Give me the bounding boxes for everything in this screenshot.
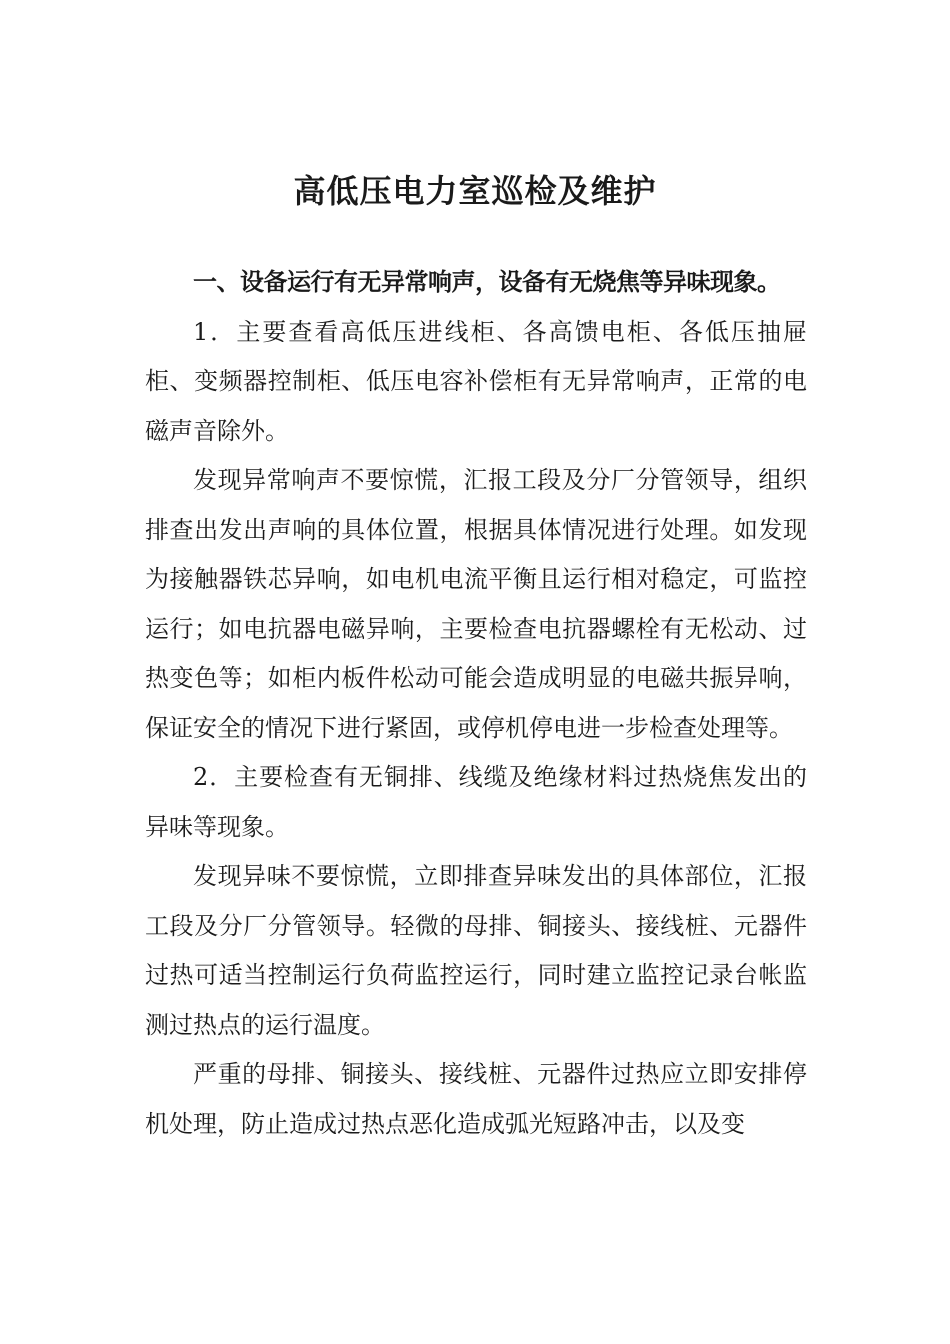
document-body bbox=[145, 258, 807, 1149]
paragraph: 2．主要检查有无铜排、线缆及绝缘材料过热烧焦发出的异味等现象。 bbox=[145, 763, 807, 841]
paragraph: 1．主要查看高低压进线柜、各高馈电柜、各低压抽屉柜、变频器控制柜、低压电容补偿柜有无异常响声，正常的电磁声音除外。 bbox=[145, 317, 807, 445]
paragraph: 严重的母排、铜接头、接线桩、元器件过热应立即安排停机处理，防止造成过热点恶化造成弧光短路冲击，以及变 bbox=[145, 1060, 807, 1138]
paragraph: 发现异味不要惊慌，立即排查异味发出的具体部位，汇报工段及分厂分管领导。轻微的母排、铜接头、接线桩、元器件过热可适当控制运行负荷监控运行，同时建立监控记录台帐监测过热点的运行温度。 bbox=[145, 862, 807, 1039]
document-title: 高低压电力室巡检及维护 bbox=[293, 172, 657, 210]
section-heading: 一、设备运行有无异常响声，设备有无烧焦等异味现象。 bbox=[193, 268, 781, 296]
paragraph: 发现异常响声不要惊慌，汇报工段及分厂分管领导，组织排查出发出声响的具体位置，根据具体情况进行处理。如发现为接触器铁芯异响，如电机电流平衡且运行相对稳定，可监控运行；如电抗器电磁异响，主要检查电抗器螺栓有无松动、过热变色等；如柜内板件松动可能会造成明显的电磁共振异响，保证安全的情况下进行紧固，或停机停电进一步检查处理等。 bbox=[145, 466, 807, 742]
